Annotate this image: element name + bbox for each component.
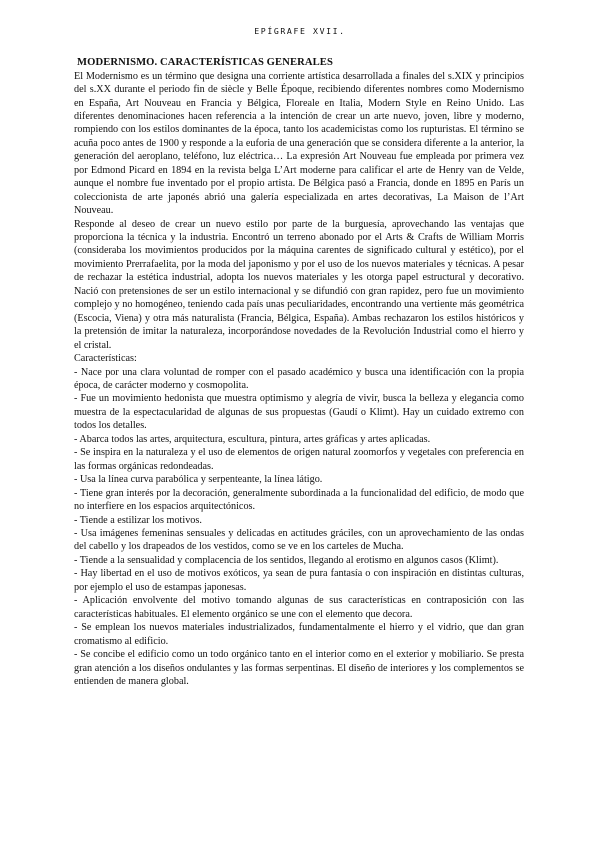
list-item: - Se emplean los nuevos materiales industrializados, fundamentalmente el hierro y el vidrio, que dan gran cromatismo al edificio. (74, 622, 524, 647)
list-item: - Usa imágenes femeninas sensuales y delicadas en actitudes gráciles, con un aprovechamiento de las ondas del cabello y los drapeados de los vestidos, como se ve en los carteles de Mucha. (74, 528, 524, 553)
list-item: - Usa la línea curva parabólica y serpenteante, la línea látigo. (74, 474, 323, 486)
list-item: - Fue un movimiento hedonista que muestra optimismo y alegría de vivir, busca la belleza y elegancia como muestra de la espectacularidad de algunas de sus propuestas (Gaudí o Klimt). Hay un cuidado extremo con todos los detalles. (74, 393, 524, 432)
list-item: - Hay libertad en el uso de motivos exóticos, ya sean de pura fantasía o con inspiración en distintas culturas, por ejemplo el uso de estampas japonesas. (74, 568, 524, 593)
list-item: - Se inspira en la naturaleza y el uso de elementos de origen natural zoomorfos y vegetales con preferencia en las formas orgánicas redondeadas. (74, 447, 524, 472)
characteristics-label: Características: (74, 353, 137, 365)
list-item: - Tiene gran interés por la decoración, generalmente subordinada a la funcionalidad del edificio, de modo que no interfiere en los espacios arquitectónicos. (74, 487, 524, 513)
epigraph-header: EPÍGRAFE XVII. (254, 26, 346, 36)
context-paragraph: Responde al deseo de crear un nuevo estilo por parte de la burguesía, aprovechando las ventajas que proporciona la técnica y la industria. Encontró un terreno abonado por el Arts & Crafts de William Morris (consideraba los movimientos producidos por la máquina carentes de significado cultural y estético), por el movimiento Prerrafaelita, por la moda del japonismo y por el uso de los nuevos materiales y técnicas. A pesar de rechazar la estética industrial, adopta los nuevos materiales y les otorga papel estructural y decorativo. Nació con pretensiones de ser un estilo internacional y se difundió con gran rapidez, pero fue un movimiento complejo y no homogéneo, teniendo cada país unas peculiaridades, encontrando una vertiente más geométrica (Escocia, Viena) y otra más naturalista (Francia, Bélgica, España). Ambas rechazaron los estilos históricos y la pretensión de imitar la naturaleza, incorporándose novedades de la Revolución Industrial como el hierro y el cristal. (74, 218, 524, 351)
section-title: MODERNISMO. CARACTERÍSTICAS GENERALES (77, 57, 333, 68)
list-item: - Abarca todos las artes, arquitectura, escultura, pintura, artes gráficas y artes aplicadas. (74, 433, 431, 445)
intro-paragraph: El Modernismo es un término que designa una corriente artística desarrollada a finales del s.XIX y principios del s.XX durante el periodo fin de siècle y Belle Époque, recibiendo diferentes nombres como Modernismo en España, Art Nouveau en Francia y Bélgica, Floreale en Italia, Modern Style en Reino Unido. Las diferentes denominaciones hacen referencia a la intención de crear un arte nuevo, joven, libre y moderno, rompiendo con los estilos dominantes de la época, tanto los academicistas como los rupturistas. El término se acuña poco antes de 1900 y responde a la euforia de una generación que se considera diferente a la anterior, la generación del aeroplano, teléfono, luz eléctrica… La expresión Art Nouveau fue empleada por primera vez por Edmond Picard en 1894 en la revista belga L’Art moderne para calificar el arte de Henry van de Velde, aunque el nombre fue inventado por el propio artista. De Bélgica pasó a Francia, donde en 1895 en París un coleccionista de arte japonés abrió una galería especializada en artes decorativas, La Maison de l’Art Nouveau. (74, 70, 524, 217)
list-item: - Aplicación envolvente del motivo tomando algunas de sus características en contraposición con las características habituales. El elemento orgánico se une con el elemento que decora. (74, 595, 524, 620)
list-item: - Tiende a la sensualidad y complacencia de los sentidos, llegando al erotismo en algunos casos (Klimt). (74, 554, 499, 566)
document-body (74, 56, 524, 688)
list-item: - Se concibe el edificio como un todo orgánico tanto en el interior como en el exterior y mobiliario. Se presta gran atención a los diseños ondulantes y las formas serpentinas. El diseño de interiores y los complementos se entienden de manera global. (74, 649, 524, 687)
characteristics-list (74, 366, 524, 689)
list-item: - Nace por una clara voluntad de romper con el pasado académico y busca una identificación con la propia época, de carácter moderno y cosmopolita. (74, 366, 524, 392)
list-item: - Tiende a estilizar los motivos. (74, 514, 202, 526)
